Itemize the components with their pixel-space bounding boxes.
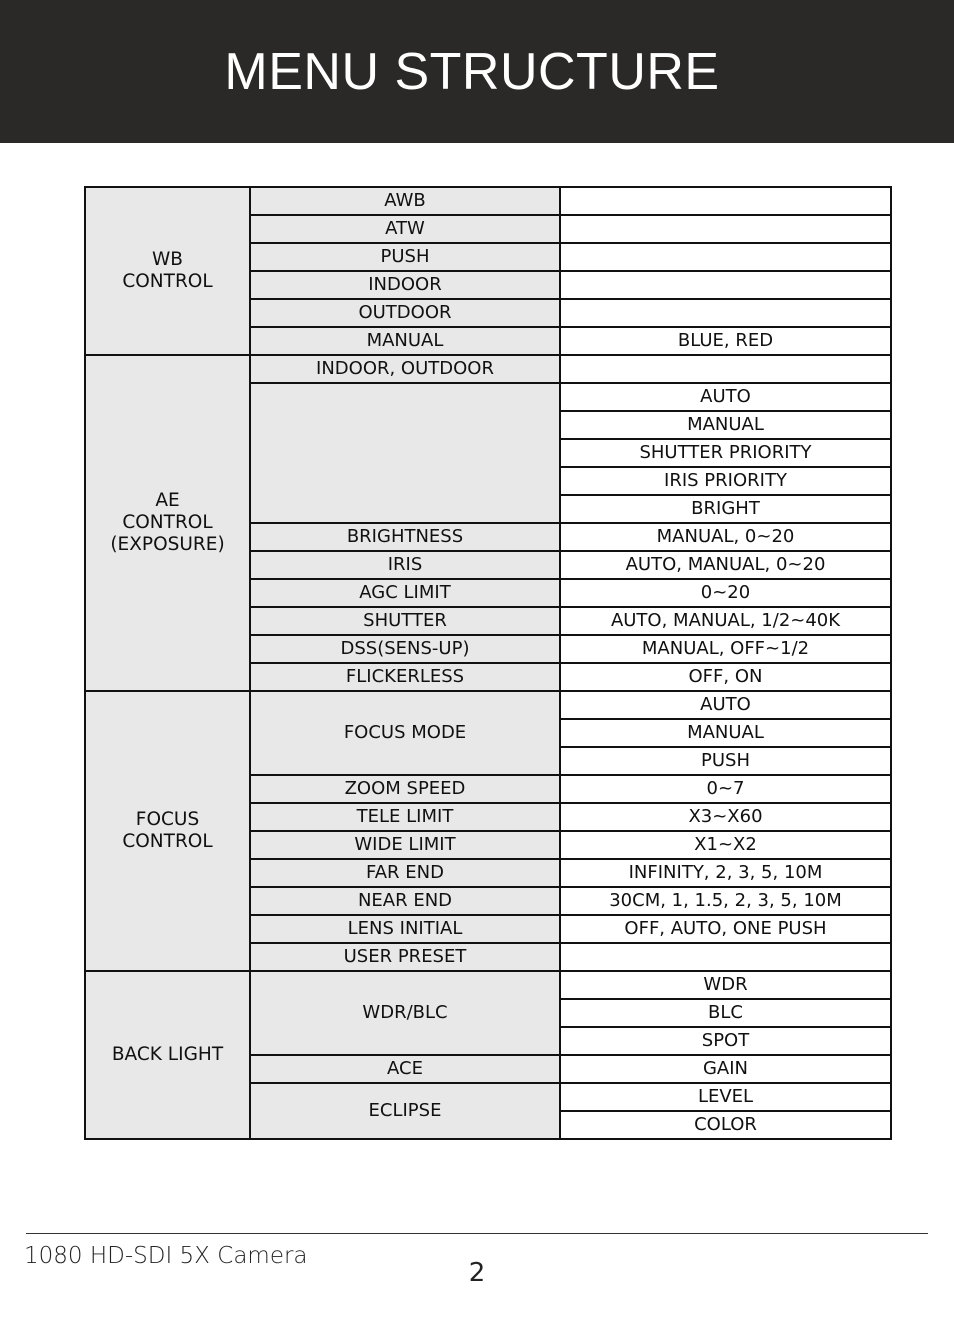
menu-value-wide-limit: X1~X2 [560, 831, 891, 859]
menu-value-eclipse-level: LEVEL [560, 1083, 891, 1111]
table-row [85, 187, 891, 215]
menu-item-dss: DSS(SENS-UP) [250, 635, 560, 663]
menu-item-user-preset: USER PRESET [250, 943, 560, 971]
menu-value-ae-shutter-priority: SHUTTER PRIORITY [560, 439, 891, 467]
menu-item-manual: MANUAL [250, 327, 560, 355]
menu-structure-table [84, 186, 892, 1140]
page-header [0, 0, 954, 143]
menu-item-atw: ATW [250, 215, 560, 243]
menu-value-indoor [560, 271, 891, 299]
menu-item-agc-limit: AGC LIMIT [250, 579, 560, 607]
menu-value-outdoor [560, 299, 891, 327]
menu-item-ae-mode [250, 383, 560, 523]
menu-value-ae-manual: MANUAL [560, 411, 891, 439]
menu-value-zoom-speed: 0~7 [560, 775, 891, 803]
menu-item-flickerless: FLICKERLESS [250, 663, 560, 691]
menu-item-near-end: NEAR END [250, 887, 560, 915]
menu-value-focus-push: PUSH [560, 747, 891, 775]
menu-value-tele-limit: X3~X60 [560, 803, 891, 831]
menu-value-push [560, 243, 891, 271]
menu-value-dss: MANUAL, OFF~1/2 [560, 635, 891, 663]
menu-value-blc: BLC [560, 999, 891, 1027]
category-back-light: BACK LIGHT [85, 971, 250, 1139]
menu-value-far-end: INFINITY, 2, 3, 5, 10M [560, 859, 891, 887]
menu-item-shutter: SHUTTER [250, 607, 560, 635]
menu-value-shutter: AUTO, MANUAL, 1/2~40K [560, 607, 891, 635]
menu-item-wdr-blc: WDR/BLC [250, 971, 560, 1055]
menu-value-eclipse-color: COLOR [560, 1111, 891, 1139]
menu-value-near-end: 30CM, 1, 1.5, 2, 3, 5, 10M [560, 887, 891, 915]
menu-value-ae-bright: BRIGHT [560, 495, 891, 523]
category-ae-control: AE CONTROL (EXPOSURE) [85, 355, 250, 691]
menu-value-ace: GAIN [560, 1055, 891, 1083]
page-number: 2 [468, 1258, 486, 1288]
menu-item-ace: ACE [250, 1055, 560, 1083]
menu-value-flickerless: OFF, ON [560, 663, 891, 691]
menu-item-brightness: BRIGHTNESS [250, 523, 560, 551]
footer-divider [26, 1233, 928, 1234]
menu-item-push: PUSH [250, 243, 560, 271]
category-focus-control: FOCUS CONTROL [85, 691, 250, 971]
menu-value-lens-initial: OFF, AUTO, ONE PUSH [560, 915, 891, 943]
menu-value-focus-auto: AUTO [560, 691, 891, 719]
menu-value-user-preset [560, 943, 891, 971]
footer-model-name: 1080 HD-SDI 5X Camera [24, 1243, 308, 1269]
menu-value-awb [560, 187, 891, 215]
menu-value-brightness: MANUAL, 0~20 [560, 523, 891, 551]
menu-value-iris: AUTO, MANUAL, 0~20 [560, 551, 891, 579]
menu-item-eclipse: ECLIPSE [250, 1083, 560, 1139]
menu-item-awb: AWB [250, 187, 560, 215]
category-wb-control: WB CONTROL [85, 187, 250, 355]
menu-item-outdoor: OUTDOOR [250, 299, 560, 327]
menu-item-indoor: INDOOR [250, 271, 560, 299]
menu-value-indoor-outdoor [560, 355, 891, 383]
menu-item-zoom-speed: ZOOM SPEED [250, 775, 560, 803]
menu-item-lens-initial: LENS INITIAL [250, 915, 560, 943]
menu-value-wdr: WDR [560, 971, 891, 999]
page-title: MENU STRUCTURE [224, 43, 720, 101]
menu-value-spot: SPOT [560, 1027, 891, 1055]
menu-item-focus-mode: FOCUS MODE [250, 691, 560, 775]
menu-value-ae-iris-priority: IRIS PRIORITY [560, 467, 891, 495]
menu-item-wide-limit: WIDE LIMIT [250, 831, 560, 859]
menu-value-ae-auto: AUTO [560, 383, 891, 411]
menu-value-atw [560, 215, 891, 243]
table-row [85, 691, 891, 719]
menu-value-focus-manual: MANUAL [560, 719, 891, 747]
menu-item-tele-limit: TELE LIMIT [250, 803, 560, 831]
menu-value-agc-limit: 0~20 [560, 579, 891, 607]
menu-item-iris: IRIS [250, 551, 560, 579]
menu-item-indoor-outdoor: INDOOR, OUTDOOR [250, 355, 560, 383]
table-row [85, 355, 891, 383]
table-row [85, 971, 891, 999]
menu-item-far-end: FAR END [250, 859, 560, 887]
menu-value-manual: BLUE, RED [560, 327, 891, 355]
